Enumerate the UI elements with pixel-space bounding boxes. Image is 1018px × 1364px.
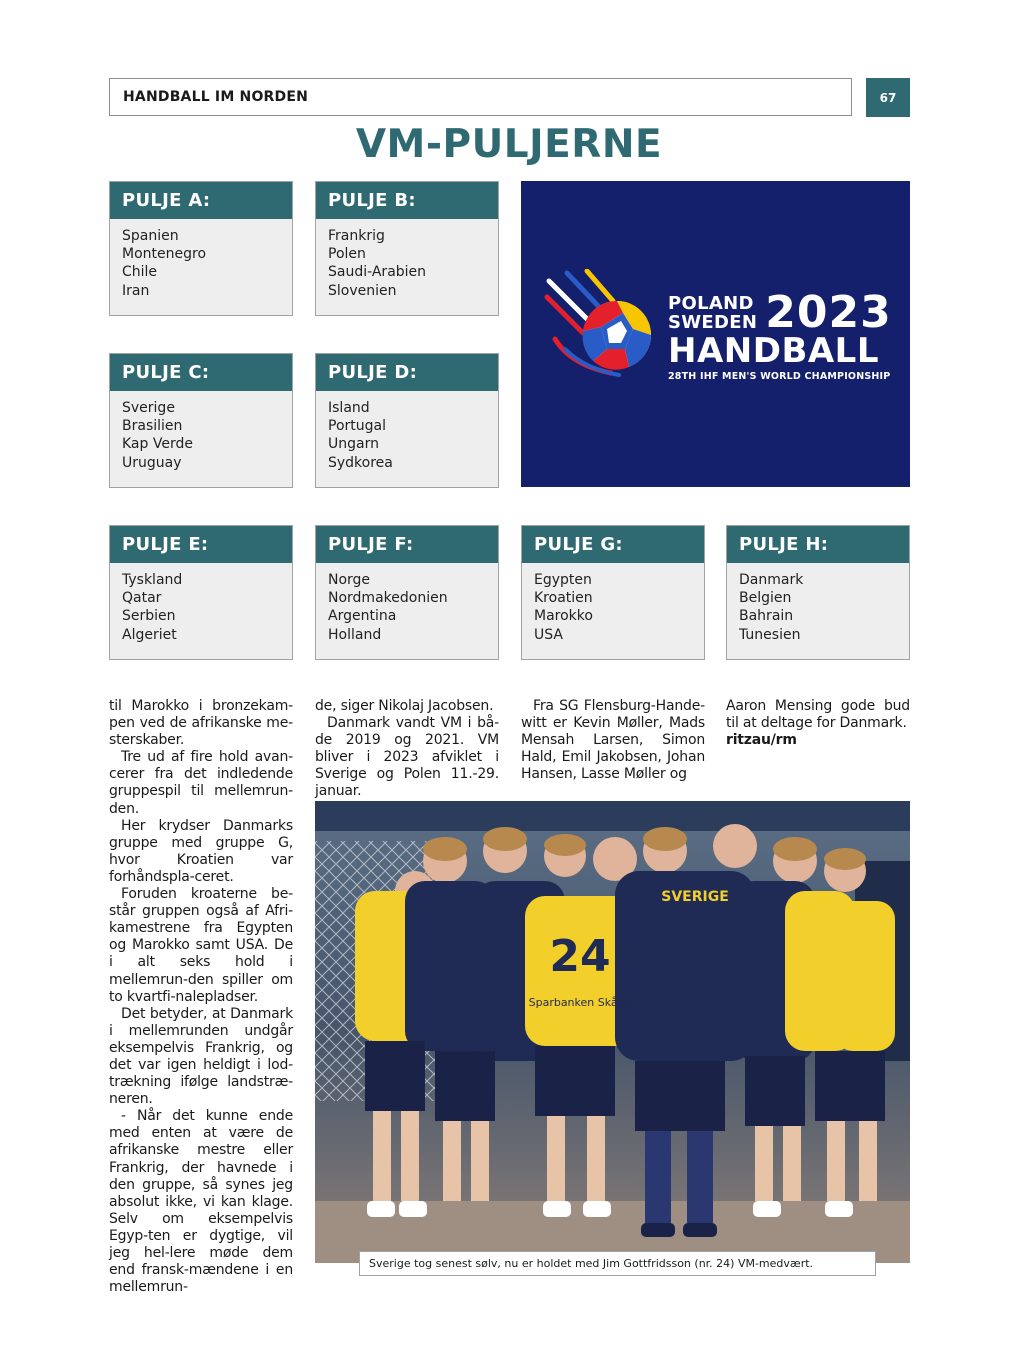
pool-f bbox=[315, 525, 499, 660]
team-item: Slovenien bbox=[328, 282, 397, 299]
pool-title: PULJE E: bbox=[110, 526, 292, 563]
team-item: Saudi-Arabien bbox=[328, 264, 427, 281]
team-list bbox=[110, 391, 292, 472]
pool-g bbox=[521, 525, 705, 660]
logo-line1: POLAND bbox=[668, 293, 754, 314]
pool-a bbox=[109, 181, 293, 316]
paragraph: - Når det kunne ende med enten at være de afrikanske mestre eller Frankrig, der havnede i den gruppe, så synes jeg absolut ikke, vi kan klage. Selv om eksempelvis Egyp-ten er dygtige, vil jeg hel-lere møde dem end fransk-mændene i en mellemrun- bbox=[109, 1108, 293, 1296]
team-item: Belgien bbox=[739, 590, 792, 607]
pool-title: PULJE D: bbox=[316, 354, 498, 391]
team-item: Algeriet bbox=[122, 626, 177, 643]
team-item: Bahrain bbox=[739, 608, 794, 625]
team-item: Sydkorea bbox=[328, 454, 393, 471]
team-item: Norge bbox=[328, 572, 371, 588]
article-column-1 bbox=[109, 698, 293, 1296]
team-list bbox=[316, 391, 498, 472]
team-item: Nordmakedonien bbox=[328, 590, 448, 607]
championship-logo bbox=[521, 181, 910, 487]
page-number: 67 bbox=[866, 78, 910, 117]
paragraph: Tre ud af fire hold avan-cerer fra det indledende gruppespil til mellemrun-den. bbox=[109, 749, 293, 817]
team-item: Tunesien bbox=[739, 626, 801, 643]
team-list bbox=[316, 219, 498, 300]
paragraph: de, siger Nikolaj Jacobsen. bbox=[315, 698, 494, 714]
team-item: Marokko bbox=[534, 608, 593, 625]
team-huddle-photo bbox=[315, 801, 910, 1263]
team-item: Spanien bbox=[122, 228, 179, 244]
jersey-sponsor: Sparbanken Skåne bbox=[528, 996, 632, 1009]
team-item: Kroatien bbox=[534, 590, 593, 607]
section-title: HANDBALL IM NORDEN bbox=[123, 89, 309, 105]
team-item: Uruguay bbox=[122, 454, 182, 471]
team-item: Brasilien bbox=[122, 418, 183, 435]
article-column-2 bbox=[315, 698, 499, 801]
handball-ball-icon bbox=[541, 269, 681, 409]
team-list bbox=[110, 219, 292, 300]
byline: ritzau/rm bbox=[726, 732, 797, 749]
team-item: Danmark bbox=[739, 572, 804, 588]
team-item: Tyskland bbox=[122, 572, 183, 588]
paragraph: Her krydser Danmarks gruppe med gruppe G, hvor Kroatien var forhåndspla-ceret. bbox=[109, 817, 293, 885]
team-item: Ungarn bbox=[328, 436, 379, 453]
team-list bbox=[727, 563, 909, 644]
jersey-number: 24 bbox=[549, 931, 611, 982]
paragraph: Aaron Mensing gode bud til at deltage for Danmark. bbox=[726, 698, 910, 732]
pool-title: PULJE F: bbox=[316, 526, 498, 563]
pool-h bbox=[726, 525, 910, 660]
logo-line2: SWEDEN bbox=[668, 312, 758, 333]
team-item: Chile bbox=[122, 264, 158, 281]
team-item: Qatar bbox=[122, 590, 162, 607]
team-list bbox=[522, 563, 704, 644]
pool-title: PULJE A: bbox=[110, 182, 292, 219]
team-item: Island bbox=[328, 400, 370, 416]
team-item: Sverige bbox=[122, 400, 175, 416]
pool-title: PULJE G: bbox=[522, 526, 704, 563]
team-item: Montenegro bbox=[122, 246, 207, 263]
team-list bbox=[110, 563, 292, 644]
team-item: Holland bbox=[328, 626, 382, 643]
paragraph: Det betyder, at Danmark i mellemrunden undgår eksempelvis Frankrig, og det var igen heldigt i lod-trækning ifølge landstræ-neren. bbox=[109, 1005, 293, 1108]
paragraph: Foruden kroaterne be-står gruppen også af Afri-kamestrene fra Egypten og Marokko samt USA. De i alt seks hold i mellemrun-den spiller om to kvartfi-nalepladser. bbox=[109, 886, 293, 1005]
paragraph: til Marokko i bronzekam-pen ved de afrikanske me-sterskaber. bbox=[109, 698, 293, 749]
section-header bbox=[109, 78, 852, 116]
article-column-4 bbox=[726, 698, 910, 749]
logo-subtitle: 28TH IHF MEN'S WORLD CHAMPIONSHIP bbox=[668, 371, 891, 382]
jersey-text: SVERIGE bbox=[661, 889, 729, 905]
article-column-3 bbox=[521, 698, 705, 783]
pool-d bbox=[315, 353, 499, 488]
logo-wordmark bbox=[668, 287, 892, 382]
pool-title: PULJE H: bbox=[727, 526, 909, 563]
logo-year: 2023 bbox=[765, 287, 892, 338]
paragraph: Fra SG Flensburg-Hande-witt er Kevin Møller, Mads Mensah Larsen, Simon Hald, Emil Jakobsen, Johan Hansen, Lasse Møller og bbox=[521, 698, 705, 783]
pool-b bbox=[315, 181, 499, 316]
pool-e bbox=[109, 525, 293, 660]
paragraph: Danmark vandt VM i bå-de 2019 og 2021. VM bliver i 2023 afviklet i Sverige og Polen 11.-29. januar. bbox=[315, 715, 499, 800]
team-item: Frankrig bbox=[328, 228, 385, 244]
team-list bbox=[316, 563, 498, 644]
team-item: Portugal bbox=[328, 418, 386, 435]
team-item: USA bbox=[534, 626, 563, 643]
pool-title: PULJE B: bbox=[316, 182, 498, 219]
team-item: Kap Verde bbox=[122, 436, 193, 453]
page-title: VM-PULJERNE bbox=[355, 122, 663, 167]
pool-title: PULJE C: bbox=[110, 354, 292, 391]
logo-main: HANDBALL bbox=[668, 331, 880, 371]
team-item: Serbien bbox=[122, 608, 176, 625]
team-item: Argentina bbox=[328, 608, 397, 625]
team-item: Iran bbox=[122, 282, 150, 299]
team-item: Polen bbox=[328, 246, 366, 263]
photo-illustration bbox=[315, 801, 910, 1263]
team-item: Egypten bbox=[534, 572, 592, 588]
photo-caption: Sverige tog senest sølv, nu er holdet med Jim Gottfridsson (nr. 24) VM-medvært. bbox=[359, 1251, 876, 1276]
pool-c bbox=[109, 353, 293, 488]
